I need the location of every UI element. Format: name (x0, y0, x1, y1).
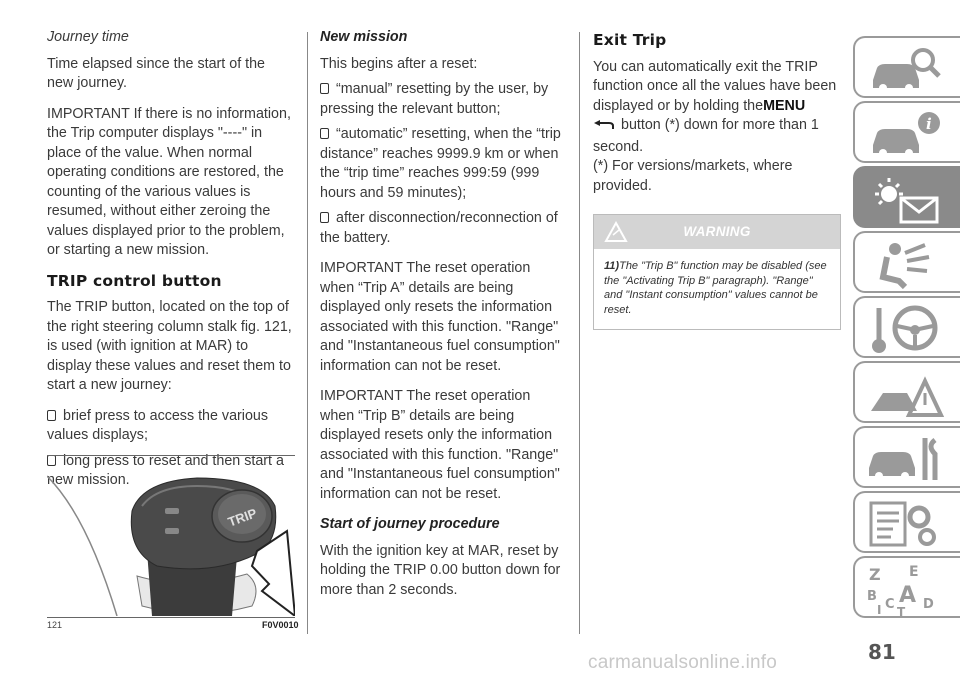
watermark: carmanualsonline.info (588, 652, 778, 673)
trip-button-heading: TRIP control button (47, 271, 222, 290)
tab-emergency[interactable] (853, 361, 960, 423)
specs-gears-icon (865, 497, 945, 551)
exit-trip-text: You can automatically exit the TRIP function once all the values have been displayed or by holding theMENU button (*) down for more than 1 second. (593, 58, 837, 155)
versions-footnote: (*) For versions/markets, where provided. (593, 158, 793, 194)
journey-time-text: Time elapsed since the start of the new journey. (47, 55, 266, 91)
start-journey-heading: Start of journey procedure (320, 516, 500, 532)
trip-button-label: TRIP (225, 505, 259, 530)
tab-car-info[interactable] (853, 101, 960, 163)
warning-header (594, 215, 840, 249)
svg-text:i: i (926, 115, 932, 133)
list-item: after disconnection/reconnection of the battery. (320, 210, 558, 246)
tab-safety[interactable] (853, 231, 960, 293)
tab-warning-lights[interactable] (853, 166, 960, 228)
important-note-trip-a: IMPORTANT The reset operation when “Trip A” details are being displayed only resets the information associated with this function. "Range" and "Instantaneous fuel consumption" information can not be reset. (320, 260, 560, 374)
warning-number: 11) (604, 260, 620, 272)
steering-stalk-illustration (47, 456, 295, 616)
new-mission-intro: This begins after a reset: (320, 55, 478, 72)
tab-maintenance[interactable] (853, 426, 960, 488)
warning-box (593, 214, 841, 330)
checkbox-bullet-icon (320, 83, 329, 94)
svg-text:B: B (867, 589, 877, 604)
column-2 (320, 28, 565, 611)
important-note-trip-b: IMPORTANT The reset operation when “Trip B” details are being displayed resets only the information associated with this function. "Range" and "Instantaneous fuel consumption" information can not be reset. (320, 388, 560, 502)
tab-index[interactable] (853, 556, 960, 618)
list-item: long press to reset and then start a new mission. (47, 452, 284, 488)
checkbox-bullet-icon (320, 212, 329, 223)
list-item: brief press to access the various values displays; (47, 407, 269, 443)
key-steering-wheel-icon (865, 302, 945, 356)
tab-technical-specs[interactable] (853, 491, 960, 553)
figure-code: F0V0010 (262, 620, 299, 630)
trip-button-figure (47, 455, 295, 616)
figure-rule (47, 617, 295, 618)
journey-time-heading: Journey time (47, 29, 129, 45)
svg-text:I: I (877, 603, 882, 616)
alphabet-index-icon (865, 562, 945, 616)
tab-starting-driving[interactable] (853, 296, 960, 358)
warning-triangle-icon (604, 221, 628, 243)
list-item: “manual” resetting by the user, by pressing the relevant button; (320, 81, 549, 117)
checkbox-bullet-icon (47, 410, 56, 421)
checkbox-bullet-icon (320, 128, 329, 139)
page-number: 81 (868, 640, 896, 664)
car-search-icon (865, 42, 945, 96)
column-3 (593, 28, 839, 330)
exit-trip-heading: Exit Trip (593, 31, 667, 49)
list-item: “automatic” resetting, when the “trip distance” reaches 9999.9 km or when the “trip time” reaches 999:59 (999 hours and 59 minutes); (320, 126, 561, 201)
car-service-icon (865, 432, 945, 486)
svg-text:D: D (923, 597, 934, 612)
new-mission-heading: New mission (320, 29, 408, 45)
svg-text:Z: Z (869, 565, 881, 584)
warning-light-message-icon (865, 172, 945, 226)
warning-body: 11)The "Trip B" function may be disabled (see the "Activating Trip B" paragraph). "Range" and "Instant consumption" values cannot be reset. (604, 260, 827, 316)
svg-text:C: C (885, 597, 895, 612)
svg-text:E: E (909, 564, 919, 580)
important-note: IMPORTANT If there is no information, the Trip computer displays "----" in place of the value. When normal operating conditions are restored, the counting of the various values is resumed, without either zeroing the values displayed prior to the problem, or starting a new mission. (47, 105, 291, 258)
column-1 (47, 28, 295, 497)
column-divider (307, 32, 308, 634)
menu-key-label: MENU (763, 97, 806, 114)
svg-text:A: A (899, 583, 917, 608)
back-arrow-icon (593, 118, 615, 138)
start-journey-text: With the ignition key at MAR, reset by holding the TRIP 0.00 button down for more than 2 seconds. (320, 542, 561, 598)
car-info-icon (865, 107, 945, 161)
column-divider (579, 32, 580, 634)
figure-number: 121 (47, 620, 63, 630)
warning-title: WARNING (683, 224, 751, 240)
tab-car-search[interactable] (853, 36, 960, 98)
trip-button-text: The TRIP button, located on the top of the right steering column stalk fig. 121, is used (with ignition at MAR) to display these values and reset them to start a new journey: (47, 299, 292, 393)
airbag-seat-icon (865, 237, 945, 291)
svg-text:T: T (897, 605, 906, 616)
road-warning-icon (865, 367, 945, 421)
